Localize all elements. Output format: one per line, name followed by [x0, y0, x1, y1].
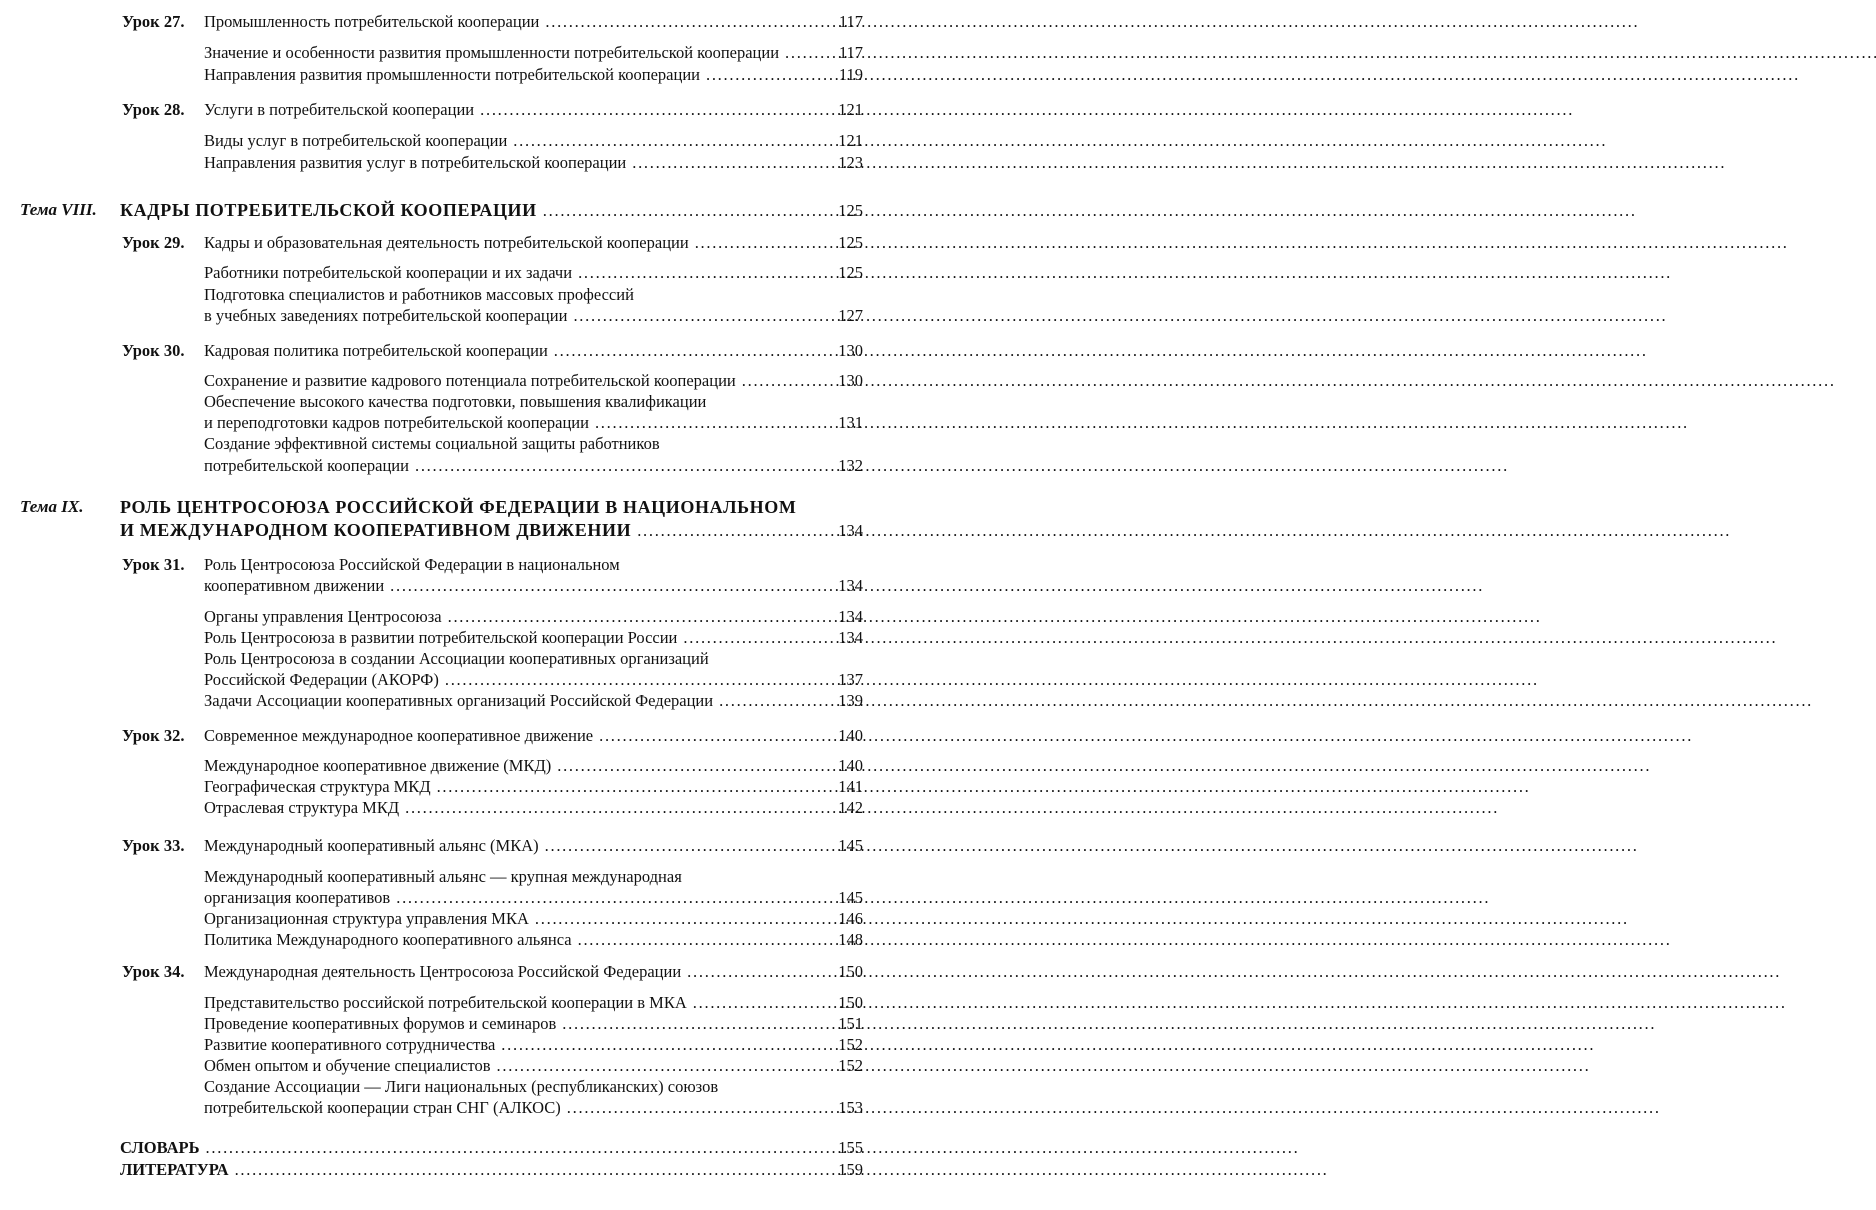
lesson-28-label: Урок 28.: [122, 100, 185, 119]
dot-leader: [535, 909, 834, 929]
dot-leader: [573, 306, 834, 326]
toc-entry-l34-3[interactable]: [204, 1035, 863, 1055]
item-title-line1: Международный кооперативный альянс — крупная международная: [204, 867, 682, 886]
lesson-31-page: 134: [838, 576, 863, 595]
lesson-28-page: 121: [838, 100, 863, 119]
toc-entry-glossary[interactable]: [120, 1138, 863, 1158]
lesson-34-page: 150: [838, 962, 863, 981]
dot-leader: [554, 341, 834, 361]
item-title-line1: Создание Ассоциации — Лиги национальных (республиканских) союзов: [204, 1077, 719, 1096]
theme-8-page: 125: [838, 201, 863, 220]
item-page: 134: [838, 607, 863, 626]
toc-entry-lesson-31[interactable]: [204, 576, 863, 596]
table-of-contents: [0, 0, 877, 1210]
toc-entry-l28-1[interactable]: [204, 131, 863, 151]
theme-9-title-line2: И МЕЖДУНАРОДНОМ КООПЕРАТИВНОМ ДВИЖЕНИИ: [120, 520, 632, 540]
dot-leader: [497, 1056, 835, 1076]
toc-entry-l31-3[interactable]: [204, 670, 863, 690]
item-title-line2: и переподготовки кадров потребительской кооперации: [204, 413, 589, 432]
item-title-line2: потребительской кооперации стран СНГ (АЛКОС): [204, 1098, 561, 1117]
toc-entry-l34-4[interactable]: [204, 1056, 863, 1076]
lesson-31-title-line1: Роль Центросоюза Российской Федерации в национальном: [204, 555, 620, 574]
lesson-27-label: Урок 27.: [122, 12, 185, 31]
dot-leader: [545, 836, 835, 856]
toc-entry-l34-1[interactable]: [204, 993, 863, 1013]
item-page: 117: [838, 43, 863, 62]
dot-leader: [742, 371, 835, 391]
item-title: Международное кооперативное движение (МКД): [204, 756, 552, 775]
toc-entry-lesson-30[interactable]: [204, 341, 863, 361]
dot-leader: [501, 1035, 834, 1055]
item-page: 145: [838, 888, 863, 907]
toc-entry-l33-3[interactable]: [204, 930, 863, 950]
toc-entry-lesson-34[interactable]: [204, 962, 863, 982]
lesson-34-label: Урок 34.: [122, 962, 185, 981]
item-page: 152: [838, 1035, 863, 1054]
dot-leader: [562, 1014, 834, 1034]
item-title-line2: потребительской кооперации: [204, 456, 409, 475]
lesson-31-label: Урок 31.: [122, 555, 185, 574]
dot-leader: [445, 670, 834, 690]
item-page: 131: [838, 413, 863, 432]
item-page: 119: [838, 65, 863, 84]
dot-leader: [719, 691, 834, 711]
toc-entry-l32-2[interactable]: [204, 777, 863, 797]
item-title: Проведение кооперативных форумов и семинаров: [204, 1014, 557, 1033]
lesson-30-page: 130: [838, 341, 863, 360]
item-title: Направления развития промышленности потребительской кооперации: [204, 65, 700, 84]
dot-leader: [567, 1098, 834, 1118]
item-title: Политика Международного кооперативного альянса: [204, 930, 572, 949]
dot-leader: [578, 263, 834, 283]
theme-8-title: КАДРЫ ПОТРЕБИТЕЛЬСКОЙ КООПЕРАЦИИ: [120, 200, 537, 220]
lesson-27-title: Промышленность потребительской кооперации: [204, 12, 540, 31]
item-title-line2: Российской Федерации (АКОРФ): [204, 670, 439, 689]
toc-entry-lesson-28[interactable]: [204, 100, 863, 120]
item-title-line1: Создание эффективной системы социальной защиты работников: [204, 434, 660, 453]
dot-leader: [415, 456, 834, 476]
item-title: Обмен опытом и обучение специалистов: [204, 1056, 491, 1075]
dot-leader: [785, 43, 835, 63]
toc-entry-l30-1[interactable]: [204, 371, 863, 391]
theme-8-label: Тема VIII.: [20, 200, 97, 219]
item-title: Сохранение и развитие кадрового потенциала потребительской кооперации: [204, 371, 736, 390]
item-title-line1: Роль Центросоюза в создании Ассоциации кооперативных организаций: [204, 649, 709, 668]
item-title: Работники потребительской кооперации и их задачи: [204, 263, 573, 282]
toc-entry-lesson-32[interactable]: [204, 726, 863, 746]
lesson-28-title: Услуги в потребительской кооперации: [204, 100, 475, 119]
dot-leader: [448, 607, 835, 627]
item-page: 139: [838, 691, 863, 710]
item-page: 121: [838, 131, 863, 150]
dot-leader: [599, 726, 834, 746]
item-page: 141: [838, 777, 863, 796]
lesson-29-title: Кадры и образовательная деятельность потребительской кооперации: [204, 233, 689, 252]
toc-entry-l28-2[interactable]: [204, 153, 863, 173]
toc-entry-l34-2[interactable]: [204, 1014, 863, 1034]
item-title: Отраслевая структура МКД: [204, 798, 400, 817]
lesson-27-page: 117: [838, 12, 863, 31]
glossary-page: 155: [838, 1138, 863, 1157]
dot-leader: [595, 413, 834, 433]
glossary-title: СЛОВАРЬ: [120, 1138, 200, 1157]
toc-entry-l29-1[interactable]: [204, 263, 863, 283]
dot-leader: [578, 930, 835, 950]
lesson-31-title-line2: кооперативном движении: [204, 576, 385, 595]
item-title-line1: Обеспечение высокого качества подготовки, повышения квалификации: [204, 392, 707, 411]
dot-leader: [706, 65, 835, 85]
item-page: 123: [838, 153, 863, 172]
item-page: 125: [838, 263, 863, 282]
item-page: 130: [838, 371, 863, 390]
dot-leader: [235, 1160, 835, 1180]
toc-entry-l27-2[interactable]: [204, 65, 863, 85]
dot-leader: [206, 1138, 835, 1158]
lesson-30-label: Урок 30.: [122, 341, 185, 360]
item-title-line2: в учебных заведениях потребительской кооперации: [204, 306, 568, 325]
item-title: Развитие кооперативного сотрудничества: [204, 1035, 496, 1054]
item-title: Виды услуг в потребительской кооперации: [204, 131, 508, 150]
dot-leader: [513, 131, 834, 151]
dot-leader: [543, 200, 834, 222]
item-page: 150: [838, 993, 863, 1012]
item-page: 137: [838, 670, 863, 689]
dot-leader: [390, 576, 834, 596]
dot-leader: [693, 993, 834, 1013]
dot-leader: [687, 962, 834, 982]
item-title: Направления развития услуг в потребительской кооперации: [204, 153, 627, 172]
lesson-30-title: Кадровая политика потребительской кооперации: [204, 341, 548, 360]
item-title: Представительство российской потребительской кооперации в МКА: [204, 993, 687, 1012]
dot-leader: [545, 12, 834, 32]
lesson-32-page: 140: [838, 726, 863, 745]
lesson-33-page: 145: [838, 836, 863, 855]
item-page: 151: [838, 1014, 863, 1033]
item-page: 134: [838, 628, 863, 647]
toc-entry-l30-2[interactable]: [204, 413, 863, 433]
dot-leader: [437, 777, 835, 797]
lesson-33-label: Урок 33.: [122, 836, 185, 855]
dot-leader: [637, 520, 834, 542]
dot-leader: [695, 233, 835, 253]
item-title-line2: организация кооперативов: [204, 888, 391, 907]
item-page: 146: [838, 909, 863, 928]
toc-entry-l30-3[interactable]: [204, 456, 863, 476]
item-page: 153: [838, 1098, 863, 1117]
toc-entry-l31-4[interactable]: [204, 691, 863, 711]
toc-entry-literature[interactable]: [120, 1160, 863, 1180]
item-title: Географическая структура МКД: [204, 777, 431, 796]
lesson-33-title: Международный кооперативный альянс (МКА): [204, 836, 539, 855]
item-page: 127: [838, 306, 863, 325]
lesson-34-title: Международная деятельность Центросоюза Российской Федерации: [204, 962, 682, 981]
toc-entry-lesson-29[interactable]: [204, 233, 863, 253]
item-title: Значение и особенности развития промышленности потребительской кооперации: [204, 43, 780, 62]
dot-leader: [405, 798, 834, 818]
toc-entry-l31-2[interactable]: [204, 628, 863, 648]
theme-9-page: 134: [838, 521, 863, 540]
theme-9-title-line1: РОЛЬ ЦЕНТРОСОЮЗА РОССИЙСКОЙ ФЕДЕРАЦИИ В НАЦИОНАЛЬНОМ: [120, 497, 797, 517]
toc-entry-l34-5[interactable]: [204, 1098, 863, 1118]
toc-entry-l32-1[interactable]: [204, 756, 863, 776]
toc-entry-theme-8[interactable]: [120, 199, 863, 222]
literature-page: 159: [838, 1160, 863, 1179]
literature-title: ЛИТЕРАТУРА: [120, 1160, 229, 1179]
lesson-29-label: Урок 29.: [122, 233, 185, 252]
item-page: 140: [838, 756, 863, 775]
toc-entry-l32-3[interactable]: [204, 798, 863, 818]
toc-entry-l31-1[interactable]: [204, 607, 863, 627]
toc-entry-l29-2[interactable]: [204, 306, 863, 326]
toc-entry-l33-1[interactable]: [204, 888, 863, 908]
item-title: Роль Центросоюза в развитии потребительской кооперации России: [204, 628, 678, 647]
item-page: 142: [838, 798, 863, 817]
toc-entry-theme-9[interactable]: [120, 519, 863, 542]
lesson-29-page: 125: [838, 233, 863, 252]
dot-leader: [632, 153, 834, 173]
theme-9-label: Тема IX.: [20, 497, 84, 516]
item-title: Организационная структура управления МКА: [204, 909, 529, 928]
dot-leader: [396, 888, 834, 908]
dot-leader: [683, 628, 834, 648]
dot-leader: [480, 100, 834, 120]
item-title: Задачи Ассоциации кооперативных организаций Российской Федерации: [204, 691, 714, 710]
toc-entry-l27-1[interactable]: [204, 43, 863, 63]
toc-entry-lesson-33[interactable]: [204, 836, 863, 856]
item-page: 132: [838, 456, 863, 475]
item-page: 148: [838, 930, 863, 949]
lesson-32-label: Урок 32.: [122, 726, 185, 745]
toc-entry-l33-2[interactable]: [204, 909, 863, 929]
item-title: Органы управления Центросоюза: [204, 607, 442, 626]
item-title-line1: Подготовка специалистов и работников массовых профессий: [204, 285, 634, 304]
dot-leader: [557, 756, 834, 776]
toc-entry-lesson-27[interactable]: [204, 12, 863, 32]
item-page: 152: [838, 1056, 863, 1075]
lesson-32-title: Современное международное кооперативное движение: [204, 726, 594, 745]
